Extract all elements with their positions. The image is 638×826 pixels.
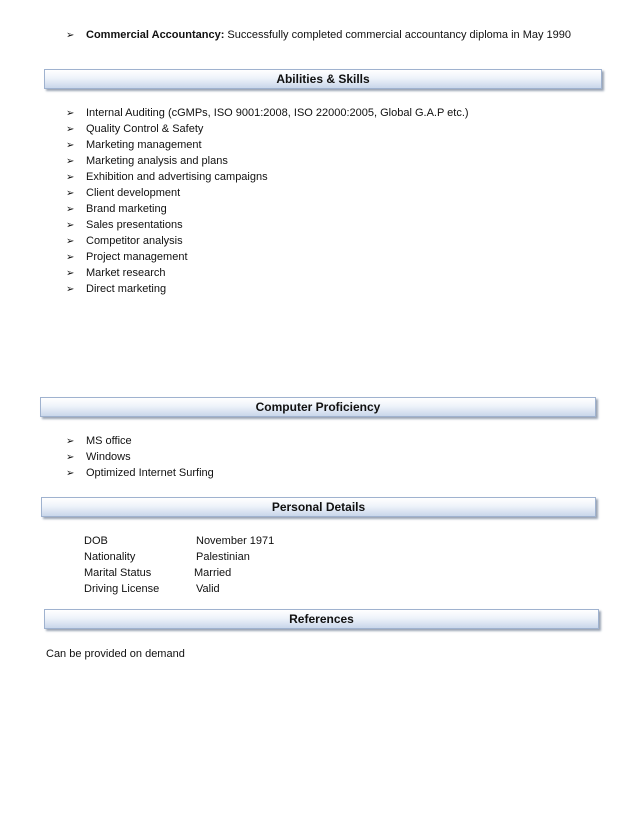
arrow-bullet-icon: ➢ — [66, 236, 75, 247]
list-item: ➢ Marketing management — [66, 139, 202, 151]
arrow-bullet-icon: ➢ — [66, 188, 75, 199]
computer-list — [66, 434, 214, 482]
detail-value: Valid — [196, 583, 220, 595]
detail-value: Palestinian — [196, 551, 250, 563]
detail-label: DOB — [84, 535, 108, 547]
abilities-list — [66, 106, 469, 298]
list-item: ➢ Internal Auditing (cGMPs, ISO 9001:2008, ISO 22000:2005, Global G.A.P etc.) — [66, 107, 469, 119]
detail-value: Married — [194, 567, 232, 579]
personal-heading: Personal Details — [41, 497, 596, 517]
arrow-bullet-icon: ➢ — [66, 204, 75, 215]
list-item: ➢ Direct marketing — [66, 283, 167, 295]
arrow-bullet-icon: ➢ — [66, 124, 75, 135]
list-item: ➢ Exhibition and advertising campaigns — [66, 171, 268, 183]
list-item: ➢ Sales presentations — [66, 219, 183, 231]
list-item: ➢ Market research — [66, 267, 166, 279]
list-item: ➢ Quality Control & Safety — [66, 123, 204, 135]
computer-heading: Computer Proficiency — [40, 397, 596, 417]
arrow-bullet-icon: ➢ — [66, 436, 75, 447]
education-label: Commercial Accountancy: — [86, 29, 225, 41]
arrow-bullet-icon: ➢ — [66, 140, 75, 151]
arrow-bullet-icon: ➢ — [66, 284, 75, 295]
list-item: ➢ MS office — [66, 435, 132, 447]
arrow-bullet-icon: ➢ — [66, 268, 75, 279]
arrow-bullet-icon: ➢ — [66, 468, 75, 479]
detail-label: Nationality — [84, 551, 136, 563]
list-item: ➢ Windows — [66, 451, 131, 463]
list-item: ➢ Competitor analysis — [66, 235, 183, 247]
arrow-bullet-icon: ➢ — [66, 30, 75, 41]
education-text: Successfully completed commercial accountancy diploma in May 1990 — [227, 29, 572, 41]
list-item: ➢ Marketing analysis and plans — [66, 155, 228, 167]
list-item: ➢ Brand marketing — [66, 203, 167, 215]
arrow-bullet-icon: ➢ — [66, 452, 75, 463]
arrow-bullet-icon: ➢ — [66, 108, 75, 119]
arrow-bullet-icon: ➢ — [66, 156, 75, 167]
list-item: ➢ Project management — [66, 251, 188, 263]
arrow-bullet-icon: ➢ — [66, 252, 75, 263]
detail-value: November 1971 — [196, 535, 275, 547]
references-heading: References — [44, 609, 599, 629]
references-text: Can be provided on demand — [46, 648, 185, 660]
abilities-heading: Abilities & Skills — [44, 69, 602, 89]
detail-label: Driving License — [84, 583, 160, 595]
arrow-bullet-icon: ➢ — [66, 220, 75, 231]
list-item: ➢ Client development — [66, 187, 181, 199]
list-item: ➢ Optimized Internet Surfing — [66, 467, 214, 479]
education-item — [66, 28, 571, 43]
detail-label: Marital Status — [84, 567, 152, 579]
arrow-bullet-icon: ➢ — [66, 172, 75, 183]
